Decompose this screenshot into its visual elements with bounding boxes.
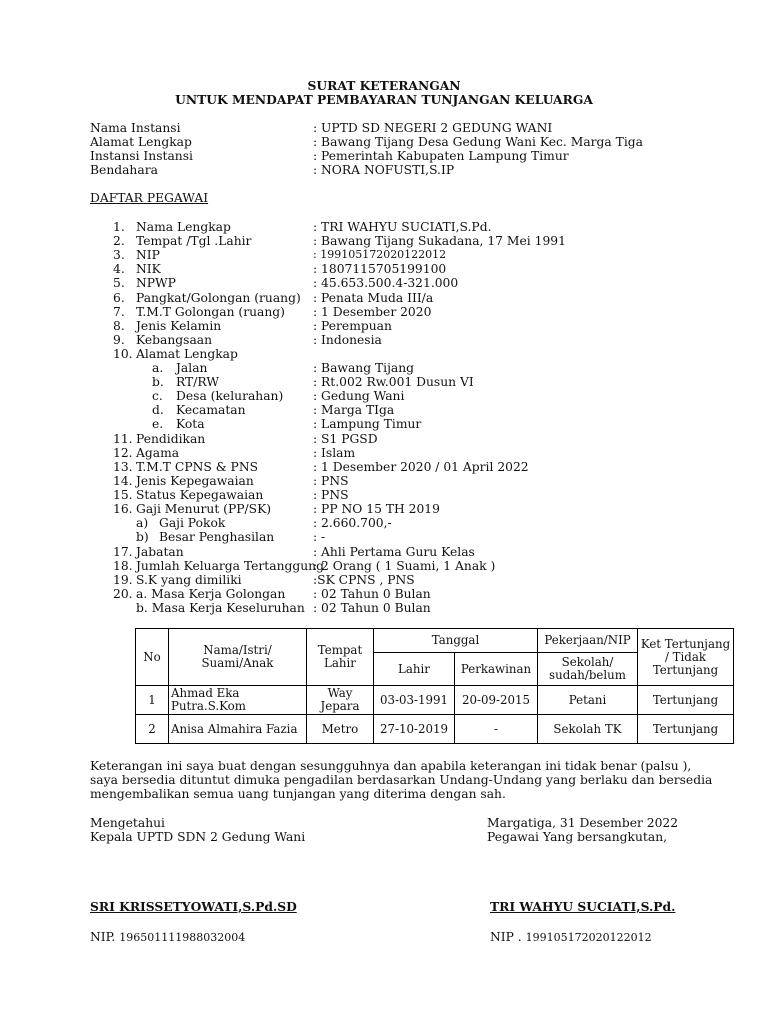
field-label: Alamat Lengkap <box>136 347 238 361</box>
field-value: : Gedung Wani <box>313 389 405 403</box>
table-row <box>136 715 734 744</box>
cell-no: 1 <box>136 686 169 715</box>
field-label: NIK <box>136 262 161 276</box>
cell-lahir: 03-03-1991 <box>374 686 455 715</box>
sign-left-line2: Kepala UPTD SDN 2 Gedung Wani <box>90 830 306 844</box>
sign-left-nip <box>90 930 245 945</box>
field-label: Status Kepegawaian <box>136 488 264 502</box>
field-value: : UPTD SD NEGERI 2 GEDUNG WANI <box>313 121 553 135</box>
field-label: Jabatan <box>136 545 184 559</box>
field-number: a. <box>152 361 164 375</box>
sign-right-date: Margatiga, 31 Desember 2022 <box>487 816 679 830</box>
field-label: Desa (kelurahan) <box>176 389 284 403</box>
field-label: Jalan <box>176 361 208 375</box>
field-value: : 2.660.700,- <box>313 516 392 530</box>
sign-right-name: TRI WAHYU SUCIATI,S.Pd. <box>490 899 676 914</box>
cell-nama: Anisa Almahira Fazia <box>169 715 307 744</box>
cell-pekerjaan: Sekolah TK <box>538 715 638 744</box>
field-number: e. <box>152 417 164 431</box>
field-value: : Indonesia <box>313 333 382 347</box>
field-value: : PNS <box>313 488 349 502</box>
field-label: Besar Penghasilan <box>159 530 275 544</box>
field-value: : 1 Desember 2020 / 01 April 2022 <box>313 460 529 474</box>
field-number: 8. <box>113 319 125 333</box>
field-number: 5. <box>113 276 125 290</box>
sign-right-line2: Pegawai Yang bersangkutan, <box>487 830 668 844</box>
cell-lahir: 27-10-2019 <box>374 715 455 744</box>
field-value: : Pemerintah Kabupaten Lampung Timur <box>313 149 569 163</box>
field-value: : Ahli Pertama Guru Kelas <box>313 545 475 559</box>
field-label: Pendidikan <box>136 432 206 446</box>
cell-perkawinan: - <box>455 715 538 744</box>
field-label: Pangkat/Golongan (ruang) <box>136 291 301 305</box>
field-number: 3. <box>113 248 125 262</box>
field-number: 17. <box>113 545 133 559</box>
field-value: : NORA NOFUSTI,S.IP <box>313 163 455 177</box>
nip-value: 196501111988032004 <box>119 931 246 944</box>
header-lahir: Lahir <box>374 653 455 686</box>
field-value: : TRI WAHYU SUCIATI,S.Pd. <box>313 220 492 234</box>
field-number: 9. <box>113 333 125 347</box>
field-value: : Bawang Tijang Sukadana, 17 Mei 1991 <box>313 234 566 248</box>
table-row <box>136 686 734 715</box>
field-value: : 2 Orang ( 1 Suami, 1 Anak ) <box>313 559 496 573</box>
field-value: : Penata Muda III/a <box>313 291 434 305</box>
field-number: 1. <box>113 220 125 234</box>
field-value: : S1 PGSD <box>313 432 378 446</box>
header-perkawinan: Perkawinan <box>455 653 538 686</box>
nip-value: 199105172020122012 <box>525 931 652 944</box>
field-number: 20. <box>113 587 133 601</box>
section-title: DAFTAR PEGAWAI <box>90 191 209 205</box>
field-number: 13. <box>113 460 133 474</box>
field-label: Tempat /Tgl .Lahir <box>136 234 252 248</box>
family-table <box>135 628 734 744</box>
statement-line: mengembalikan semua uang tunjangan yang diterima dengan sah. <box>90 787 506 801</box>
field-label: Gaji Menurut (PP/SK) <box>136 502 272 516</box>
field-value: : PP NO 15 TH 2019 <box>313 502 440 516</box>
field-value: : PNS <box>313 474 349 488</box>
field-label: Gaji Pokok <box>159 516 226 530</box>
cell-ket: Tertunjang <box>638 715 734 744</box>
field-number: 12. <box>113 446 133 460</box>
field-number: 11. <box>113 432 133 446</box>
field-value: : Bawang Tijang Desa Gedung Wani Kec. Marga Tiga <box>313 135 643 149</box>
sign-right-nip <box>490 930 652 945</box>
header-pekerjaan: Pekerjaan/NIP <box>538 629 638 653</box>
field-label: S.K yang dimiliki <box>136 573 242 587</box>
statement-line: saya bersedia dituntut dimuka pengadilan berdasarkan Undang-Undang yang berlaku dan bersedia <box>90 773 713 787</box>
cell-no: 2 <box>136 715 169 744</box>
field-label: Agama <box>136 446 180 460</box>
field-number: 7. <box>113 305 125 319</box>
cell-perkawinan: 20-09-2015 <box>455 686 538 715</box>
field-number: 4. <box>113 262 125 276</box>
field-value: : 02 Tahun 0 Bulan <box>313 601 431 615</box>
field-value: : Islam <box>313 446 356 460</box>
statement-line: Keterangan ini saya buat dengan sesungguhnya dan apabila keterangan ini tidak benar (palsu ), <box>90 759 692 773</box>
field-value: : 1807115705199100 <box>313 262 447 276</box>
field-label: Jumlah Keluarga Tertanggung <box>136 559 324 573</box>
field-label: b. Masa Kerja Keseluruhan <box>136 601 305 615</box>
cell-tempat: Way Jepara <box>307 686 374 715</box>
field-value: : Perempuan <box>313 319 392 333</box>
field-label: Kebangsaan <box>136 333 213 347</box>
field-label: Kecamatan <box>176 403 246 417</box>
field-value: : - <box>313 530 326 544</box>
field-label: NPWP <box>136 276 176 290</box>
field-label: Bendahara <box>90 163 158 177</box>
field-label: Nama Instansi <box>90 121 181 135</box>
field-number: 18. <box>113 559 133 573</box>
field-label: Alamat Lengkap <box>90 135 192 149</box>
header-nama: Nama/Istri/ Suami/Anak <box>169 629 307 686</box>
field-number: b) <box>136 530 149 544</box>
field-label: T.M.T CPNS & PNS <box>136 460 259 474</box>
cell-tempat: Metro <box>307 715 374 744</box>
field-value: : Lampung Timur <box>313 417 422 431</box>
cell-pekerjaan: Petani <box>538 686 638 715</box>
field-number: c. <box>152 389 163 403</box>
header-tanggal: Tanggal <box>374 629 538 653</box>
field-value: : Bawang Tijang <box>313 361 415 375</box>
header-sekolah: Sekolah/ sudah/belum <box>538 653 638 686</box>
header-no: No <box>136 629 169 686</box>
field-label: NIP <box>136 248 160 262</box>
field-number: 15. <box>113 488 133 502</box>
field-label: RT/RW <box>176 375 220 389</box>
field-number: 10. <box>113 347 133 361</box>
field-value: : 45.653.500.4-321.000 <box>313 276 459 290</box>
header-tempat-lahir: Tempat Lahir <box>307 629 374 686</box>
field-number: 16. <box>113 502 133 516</box>
field-label: Jenis Kelamin <box>136 319 222 333</box>
field-label: Jenis Kepegawaian <box>136 474 254 488</box>
field-number: d. <box>152 403 164 417</box>
field-label: a. Masa Kerja Golongan <box>136 587 286 601</box>
nip-label: NIP . <box>490 930 522 944</box>
field-number: 14. <box>113 474 133 488</box>
field-number: 19. <box>113 573 133 587</box>
field-number: b. <box>152 375 164 389</box>
cell-nama: Ahmad Eka Putra.S.Kom <box>169 686 307 715</box>
sign-left-name: SRI KRISSETYOWATI,S.Pd.SD <box>90 899 297 914</box>
field-value: : 1 Desember 2020 <box>313 305 432 319</box>
nip-label: NIP. <box>90 930 116 944</box>
field-label: Nama Lengkap <box>136 220 231 234</box>
document-title: SURAT KETERANGAN <box>307 78 461 93</box>
field-label: Instansi Instansi <box>90 149 193 163</box>
field-value: : 199105172020122012 <box>313 248 447 261</box>
field-number: 6. <box>113 291 125 305</box>
field-value: : Rt.002 Rw.001 Dusun VI <box>313 375 474 389</box>
field-value: : 02 Tahun 0 Bulan <box>313 587 431 601</box>
field-number: a) <box>136 516 149 530</box>
field-value: :SK CPNS , PNS <box>313 573 415 587</box>
field-label: Kota <box>176 417 205 431</box>
document-subtitle: UNTUK MENDAPAT PEMBAYARAN TUNJANGAN KELUARGA <box>175 92 593 107</box>
sign-left-line1: Mengetahui <box>90 816 165 830</box>
cell-ket: Tertunjang <box>638 686 734 715</box>
field-value: : Marga TIga <box>313 403 395 417</box>
field-label: T.M.T Golongan (ruang) <box>136 305 285 319</box>
header-ket: Ket Tertunjang / Tidak Tertunjang <box>638 629 734 686</box>
field-number: 2. <box>113 234 125 248</box>
